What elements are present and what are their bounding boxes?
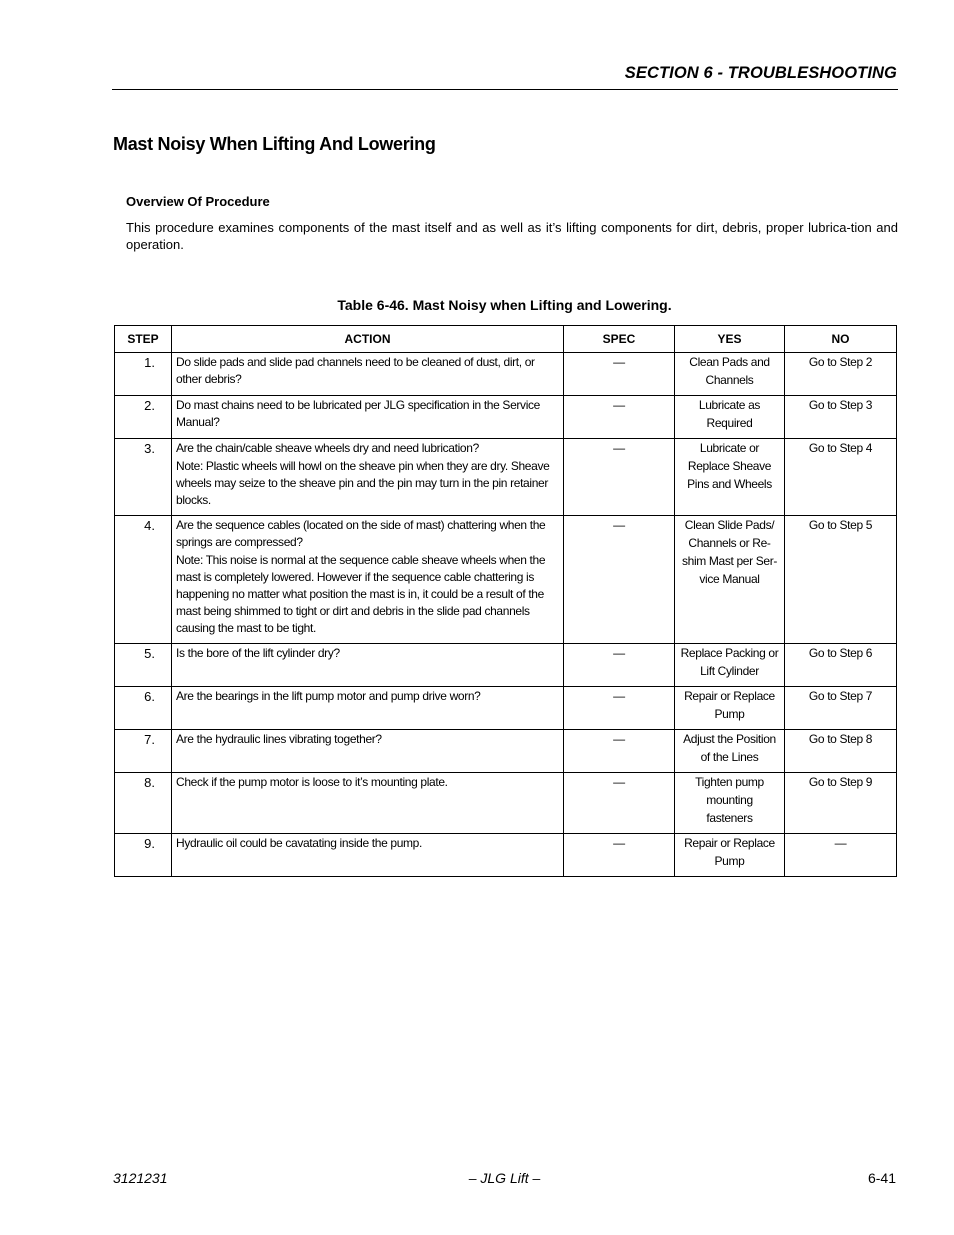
action-text: Check if the pump motor is loose to it’s mounting plate. bbox=[176, 775, 448, 789]
yes-action-line: Clean Pads and bbox=[689, 355, 770, 369]
yes-cell bbox=[675, 687, 785, 730]
procedure-subheading: Overview Of Procedure bbox=[126, 194, 270, 209]
column-header-action: ACTION bbox=[172, 326, 564, 353]
footer-brand: – JLG Lift – bbox=[468, 1170, 541, 1186]
action-text: Are the bearings in the lift pump motor and pump drive worn? bbox=[176, 689, 481, 703]
action-text: Note: This noise is normal at the sequence cable sheave wheels when the mast is completely lowered. However if the sequence cable chattering is happening no matter what position the mast is in, it could be a result of the mast being shimmed to tight or dirt and debris in the slide pad channels causing the mast to be tight. bbox=[176, 553, 546, 635]
yes-cell bbox=[675, 516, 785, 644]
no-next-step: Go to Step 5 bbox=[808, 518, 873, 532]
spec-value: — bbox=[613, 518, 625, 532]
no-next-step: — bbox=[834, 836, 847, 850]
step-cell bbox=[115, 730, 172, 773]
action-text: Do mast chains need to be lubricated per JLG specification in the Service Manual? bbox=[176, 398, 540, 429]
action-cell bbox=[172, 516, 564, 644]
yes-action-line: Repair or Replace bbox=[684, 836, 775, 850]
yes-action-line: Lift Cylinder bbox=[700, 664, 759, 678]
yes-cell bbox=[675, 644, 785, 687]
column-header-yes: YES bbox=[675, 326, 785, 353]
step-cell bbox=[115, 396, 172, 439]
no-cell bbox=[785, 834, 897, 877]
no-cell bbox=[785, 644, 897, 687]
no-next-step: Go to Step 4 bbox=[808, 441, 873, 455]
spec-cell bbox=[564, 396, 675, 439]
action-cell bbox=[172, 687, 564, 730]
spec-value: — bbox=[613, 732, 625, 746]
spec-cell bbox=[564, 773, 675, 834]
spec-cell bbox=[564, 439, 675, 516]
action-text: Do slide pads and slide pad channels need to be cleaned of dust, dirt, or other debris? bbox=[176, 355, 535, 386]
yes-action-line: Adjust the Position bbox=[683, 732, 776, 746]
document-number: 3121231 bbox=[113, 1170, 168, 1186]
step-cell bbox=[115, 773, 172, 834]
yes-action-line: Lubricate or bbox=[699, 441, 760, 455]
spec-value: — bbox=[613, 398, 625, 412]
step-number: 7. bbox=[144, 732, 155, 747]
action-cell bbox=[172, 644, 564, 687]
header-rule bbox=[112, 89, 898, 90]
column-header-spec: SPEC bbox=[564, 326, 675, 353]
action-cell bbox=[172, 730, 564, 773]
action-text: Is the bore of the lift cylinder dry? bbox=[176, 646, 340, 660]
action-cell bbox=[172, 439, 564, 516]
yes-action-line: Tighten pump bbox=[695, 775, 764, 789]
step-cell bbox=[115, 353, 172, 396]
yes-action-line: Channels bbox=[705, 373, 754, 387]
action-text: Note: Plastic wheels will howl on the sheave pin when they are dry. Sheave wheels may seize to the sheave pin and the pin may turn in the pin retainer blocks. bbox=[176, 459, 550, 507]
spec-cell bbox=[564, 687, 675, 730]
table-row bbox=[115, 834, 897, 877]
step-number: 6. bbox=[144, 689, 155, 704]
action-text: Are the sequence cables (located on the side of mast) chattering when the springs are compressed? bbox=[176, 518, 546, 549]
table-row bbox=[115, 730, 897, 773]
yes-action-line: Pump bbox=[714, 707, 745, 721]
step-cell bbox=[115, 516, 172, 644]
no-next-step: Go to Step 8 bbox=[808, 732, 873, 746]
yes-action-line: vice Manual bbox=[699, 572, 760, 586]
action-cell bbox=[172, 773, 564, 834]
table-row bbox=[115, 516, 897, 644]
yes-action-line: Replace Sheave bbox=[687, 459, 772, 473]
spec-value: — bbox=[613, 689, 625, 703]
column-header-step: STEP bbox=[115, 326, 172, 353]
yes-action-line: Pins and Wheels bbox=[687, 477, 772, 491]
spec-value: — bbox=[613, 775, 625, 789]
page-heading: Mast Noisy When Lifting And Lowering bbox=[113, 134, 436, 154]
yes-cell bbox=[675, 396, 785, 439]
step-number: 5. bbox=[144, 646, 155, 661]
no-next-step: Go to Step 9 bbox=[808, 775, 873, 789]
action-text: Are the hydraulic lines vibrating together? bbox=[176, 732, 382, 746]
yes-action-line: Pump bbox=[714, 854, 745, 868]
table-row bbox=[115, 773, 897, 834]
yes-action-line: Channels or Re- bbox=[688, 536, 771, 550]
no-next-step: Go to Step 3 bbox=[808, 398, 873, 412]
yes-cell bbox=[675, 730, 785, 773]
no-cell bbox=[785, 396, 897, 439]
yes-action-line: Lubricate as bbox=[698, 398, 761, 412]
spec-cell bbox=[564, 516, 675, 644]
yes-action-line: of the Lines bbox=[700, 750, 759, 764]
step-cell bbox=[115, 687, 172, 730]
action-cell bbox=[172, 834, 564, 877]
column-header-no: NO bbox=[785, 326, 897, 353]
action-text: Hydraulic oil could be cavatating inside the pump. bbox=[176, 836, 422, 850]
table-row bbox=[115, 439, 897, 516]
yes-action-line: Repair or Replace bbox=[684, 689, 775, 703]
spec-cell bbox=[564, 834, 675, 877]
action-cell bbox=[172, 396, 564, 439]
troubleshooting-table bbox=[114, 325, 897, 877]
step-number: 3. bbox=[144, 441, 155, 456]
no-cell bbox=[785, 516, 897, 644]
no-cell bbox=[785, 687, 897, 730]
yes-cell bbox=[675, 439, 785, 516]
procedure-overview-text: This procedure examines components of the mast itself and as well as it’s lifting components for dirt, debris, proper lubrica-tion and operation. bbox=[126, 220, 898, 252]
spec-cell bbox=[564, 353, 675, 396]
table-row bbox=[115, 644, 897, 687]
yes-action-line: shim Mast per Ser- bbox=[681, 554, 778, 568]
step-number: 2. bbox=[144, 398, 155, 413]
table-row bbox=[115, 353, 897, 396]
yes-cell bbox=[675, 353, 785, 396]
spec-value: — bbox=[613, 836, 625, 850]
no-next-step: Go to Step 6 bbox=[808, 646, 873, 660]
action-text: Are the chain/cable sheave wheels dry and need lubrication? bbox=[176, 441, 479, 455]
yes-cell bbox=[675, 834, 785, 877]
step-cell bbox=[115, 644, 172, 687]
no-cell bbox=[785, 353, 897, 396]
yes-cell bbox=[675, 773, 785, 834]
no-cell bbox=[785, 730, 897, 773]
yes-action-line: Replace Packing or bbox=[680, 646, 779, 660]
spec-value: — bbox=[613, 441, 625, 455]
no-cell bbox=[785, 439, 897, 516]
action-cell bbox=[172, 353, 564, 396]
step-cell bbox=[115, 439, 172, 516]
page-number: 6-41 bbox=[867, 1170, 896, 1186]
yes-action-line: Clean Slide Pads/ bbox=[684, 518, 775, 532]
section-title: SECTION 6 - TROUBLESHOOTING bbox=[624, 64, 897, 82]
no-next-step: Go to Step 2 bbox=[808, 355, 873, 369]
yes-action-line: Required bbox=[706, 416, 753, 430]
table-row bbox=[115, 396, 897, 439]
yes-action-line: fasteners bbox=[706, 811, 753, 825]
step-number: 1. bbox=[144, 355, 155, 370]
table-body bbox=[115, 353, 897, 877]
step-number: 8. bbox=[144, 775, 155, 790]
table-row bbox=[115, 687, 897, 730]
table-header-row bbox=[115, 326, 897, 353]
step-cell bbox=[115, 834, 172, 877]
spec-value: — bbox=[613, 646, 625, 660]
step-number: 4. bbox=[144, 518, 155, 533]
spec-value: — bbox=[613, 355, 625, 369]
no-next-step: Go to Step 7 bbox=[808, 689, 873, 703]
table-caption: Table 6-46. Mast Noisy when Lifting and Lowering. bbox=[337, 297, 672, 313]
step-number: 9. bbox=[144, 836, 155, 851]
yes-action-line: mounting bbox=[706, 793, 753, 807]
no-cell bbox=[785, 773, 897, 834]
spec-cell bbox=[564, 730, 675, 773]
spec-cell bbox=[564, 644, 675, 687]
